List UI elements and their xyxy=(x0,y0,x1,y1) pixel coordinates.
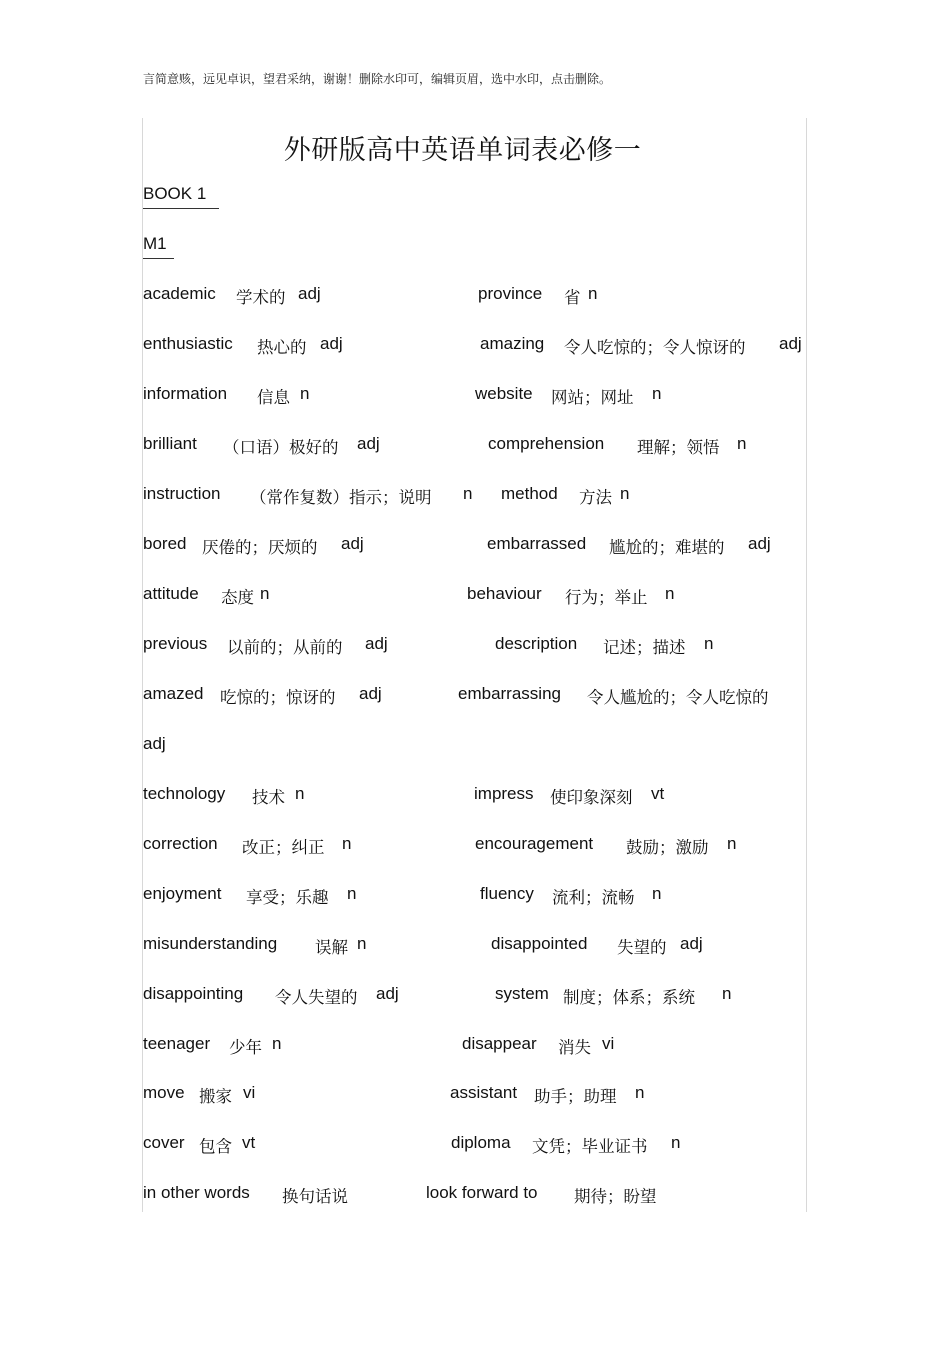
pos-2: n xyxy=(722,984,732,1003)
meaning-1: 学术的 xyxy=(236,288,286,307)
meaning-2: 使印象深刻 xyxy=(550,788,633,807)
meaning-1: 换句话说 xyxy=(282,1187,348,1206)
word-2: website xyxy=(475,384,533,403)
word-2: assistant xyxy=(450,1083,518,1102)
module-heading-underline xyxy=(143,258,174,259)
vocab-row xyxy=(143,784,808,810)
meaning-1: 少年 xyxy=(229,1038,262,1057)
meaning-1: 态度 xyxy=(221,588,254,607)
word-1: amazed xyxy=(143,684,204,703)
pos-1: n xyxy=(272,1034,282,1053)
meaning-2: 鼓励；激励 xyxy=(626,838,709,857)
meaning-2: 行为；举止 xyxy=(565,588,648,607)
vocab-row xyxy=(143,484,808,510)
word-2: comprehension xyxy=(488,434,605,453)
pos-2: adj xyxy=(748,534,771,553)
meaning-1: 厌倦的；厌烦的 xyxy=(202,538,318,557)
pos-1: n xyxy=(463,484,473,503)
pos-1: adj xyxy=(376,984,399,1003)
word-1: bored xyxy=(143,534,187,553)
meaning-2: 期待；盼望 xyxy=(574,1187,657,1206)
meaning-2: 失望的 xyxy=(617,938,667,957)
pos-2: adj xyxy=(680,934,703,953)
vocab-row xyxy=(143,684,808,710)
word-2: behaviour xyxy=(467,584,542,603)
meaning-1: 令人失望的 xyxy=(275,988,358,1007)
pos-2: n xyxy=(727,834,737,853)
vocab-row xyxy=(143,1183,808,1209)
meaning-1: 搬家 xyxy=(199,1087,232,1106)
meaning-2: 尴尬的；难堪的 xyxy=(609,538,725,557)
pos-1: n xyxy=(347,884,357,903)
module-heading xyxy=(143,234,167,254)
word-1: information xyxy=(143,384,228,403)
meaning-2: 令人尴尬的；令人吃惊的 xyxy=(587,688,769,707)
word-1: enthusiastic xyxy=(143,334,233,353)
vocab-row xyxy=(143,934,808,960)
meaning-1: 享受；乐趣 xyxy=(246,888,329,907)
pos-2: n xyxy=(737,434,747,453)
meaning-2: 制度；体系；系统 xyxy=(563,988,695,1007)
word-2: diploma xyxy=(451,1133,511,1152)
meaning-2: 省 xyxy=(564,288,581,307)
word-2: look forward to xyxy=(426,1183,538,1202)
pos-1: adj xyxy=(341,534,364,553)
pos-1: adj xyxy=(298,284,321,303)
meaning-1: （口语）极好的 xyxy=(223,438,339,457)
word-2: disappointed xyxy=(491,934,588,953)
meaning-2: 助手；助理 xyxy=(534,1087,617,1106)
word-2: encouragement xyxy=(475,834,594,853)
pos-1: adj xyxy=(320,334,343,353)
pos-1: vi xyxy=(243,1083,256,1102)
meaning-2: 记述；描述 xyxy=(603,638,686,657)
pos-2: n xyxy=(704,634,714,653)
vocab-row xyxy=(143,534,808,560)
meaning-1: 信息 xyxy=(257,388,290,407)
word-1: in other words xyxy=(143,1183,250,1202)
pos-2: n xyxy=(620,484,630,503)
vocab-row xyxy=(143,334,808,360)
meaning-1: （常作复数）指示；说明 xyxy=(250,488,432,507)
word-1: teenager xyxy=(143,1034,211,1053)
word-1: misunderstanding xyxy=(143,934,278,953)
meaning-1: 误解 xyxy=(315,938,348,957)
vocab-row xyxy=(143,734,808,760)
word-2: province xyxy=(478,284,543,303)
pos-2: vt xyxy=(651,784,665,803)
word-2: embarrassed xyxy=(487,534,587,553)
vocab-row xyxy=(143,984,808,1010)
meaning-2: 文凭；毕业证书 xyxy=(532,1137,648,1156)
vocab-row xyxy=(143,634,808,660)
pos-1: n xyxy=(260,584,270,603)
page-title: 外研版高中英语单词表必修一 xyxy=(283,135,642,166)
pos-2: n xyxy=(652,384,662,403)
word-1: brilliant xyxy=(143,434,197,453)
word-2: impress xyxy=(474,784,534,803)
word-2: amazing xyxy=(480,334,545,353)
meaning-2: 消失 xyxy=(558,1038,591,1057)
book-heading-underline xyxy=(143,208,219,209)
meaning-1: 改正；纠正 xyxy=(242,838,325,857)
word-2: disappear xyxy=(462,1034,537,1053)
watermark-notice: 言简意赅，远见卓识，望君采纳，谢谢！删除水印可，编辑页眉，选中水印，点击删除。 xyxy=(143,72,612,86)
book-heading xyxy=(143,184,206,204)
pos-1: vt xyxy=(242,1133,256,1152)
pos-2: n xyxy=(635,1083,645,1102)
word-1: cover xyxy=(143,1133,185,1152)
vocab-row xyxy=(143,834,808,860)
vocab-row xyxy=(143,884,808,910)
pos-1: n xyxy=(300,384,310,403)
pos-1: adj xyxy=(365,634,388,653)
pos-2: vi xyxy=(602,1034,615,1053)
meaning-2: 理解；领悟 xyxy=(637,438,720,457)
word-1: disappointing xyxy=(143,984,244,1003)
word-1: adj xyxy=(143,734,166,753)
pos-1: n xyxy=(342,834,352,853)
pos-2: n xyxy=(588,284,598,303)
book-heading-text: BOOK 1 xyxy=(143,184,207,203)
word-1: previous xyxy=(143,634,208,653)
meaning-2: 令人吃惊的；令人惊讶的 xyxy=(564,338,746,357)
word-1: correction xyxy=(143,834,218,853)
vocab-row xyxy=(143,1133,808,1159)
meaning-1: 包含 xyxy=(199,1137,232,1156)
word-1: instruction xyxy=(143,484,221,503)
pos-1: adj xyxy=(357,434,380,453)
vocab-row xyxy=(143,1083,808,1109)
word-2: fluency xyxy=(480,884,534,903)
meaning-1: 以前的；从前的 xyxy=(227,638,343,657)
module-heading-text: M1 xyxy=(143,234,167,253)
word-1: attitude xyxy=(143,584,199,603)
word-1: academic xyxy=(143,284,216,303)
meaning-2: 网站；网址 xyxy=(551,388,634,407)
pos-2: adj xyxy=(779,334,802,353)
pos-1: n xyxy=(295,784,305,803)
meaning-1: 技术 xyxy=(252,788,285,807)
word-1: move xyxy=(143,1083,185,1102)
pos-2: n xyxy=(671,1133,681,1152)
word-1: technology xyxy=(143,784,226,803)
word-2: system xyxy=(495,984,549,1003)
word-1: enjoyment xyxy=(143,884,222,903)
vocab-row xyxy=(143,284,808,310)
word-2: description xyxy=(495,634,578,653)
pos-2: n xyxy=(665,584,675,603)
vocab-row xyxy=(143,384,808,410)
meaning-1: 热心的 xyxy=(257,338,307,357)
vocab-row xyxy=(143,584,808,610)
meaning-1: 吃惊的；惊讶的 xyxy=(220,688,336,707)
word-2: embarrassing xyxy=(458,684,561,703)
pos-2: n xyxy=(652,884,662,903)
pos-1: adj xyxy=(359,684,382,703)
meaning-2: 流利；流畅 xyxy=(552,888,635,907)
pos-1: n xyxy=(357,934,367,953)
vocab-row xyxy=(143,1034,808,1060)
vocab-row xyxy=(143,434,808,460)
meaning-2: 方法 xyxy=(579,488,612,507)
word-2: method xyxy=(501,484,558,503)
